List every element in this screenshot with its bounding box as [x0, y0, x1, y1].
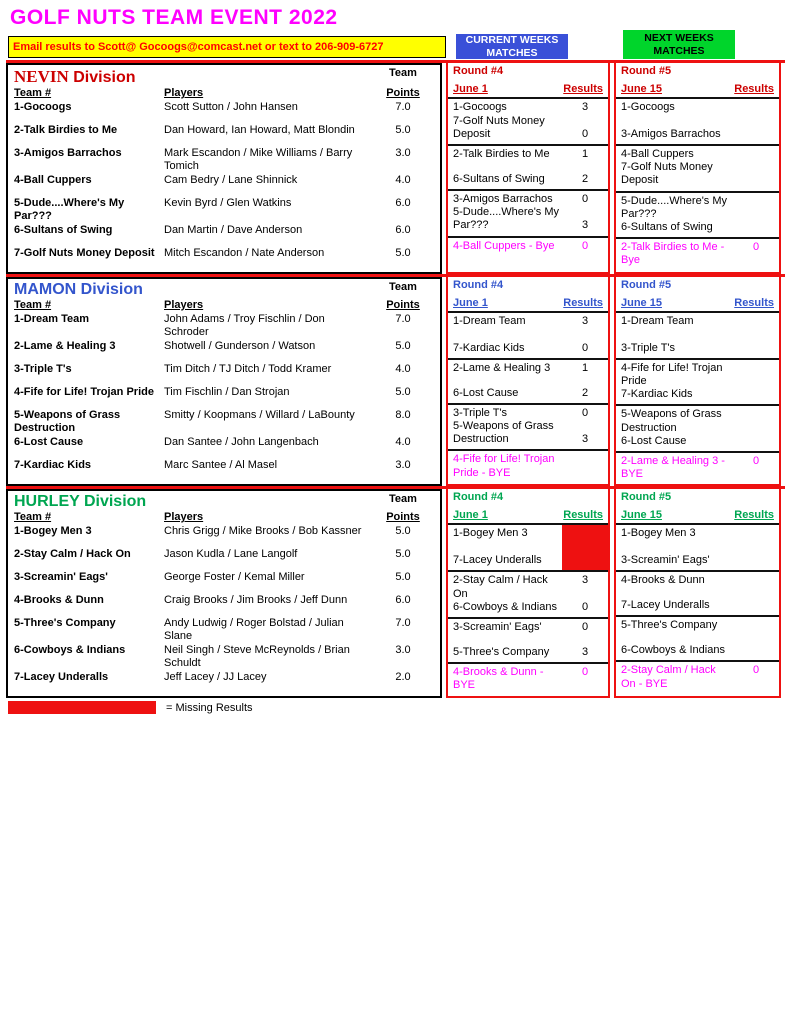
mamon-round5-column [614, 277, 781, 487]
round-label: Round #4 [453, 278, 504, 291]
match-team-a: 1-Dream Team [453, 314, 526, 327]
match-team-b: 5-Three's Company [453, 645, 550, 658]
team-players: Tim Fischlin / Dan Strojan [164, 385, 290, 398]
match-teams [448, 238, 562, 272]
division-title-row [8, 279, 440, 299]
results-cell [733, 406, 779, 451]
division-name-word: HURLEY [14, 493, 80, 511]
division-name-rest: Division [83, 493, 147, 511]
match-team-b: 7-Golf Nuts Money Deposit [621, 161, 713, 187]
results-cell [733, 662, 779, 696]
match-team-b: 6-Lost Cause [453, 386, 519, 399]
match-list [616, 313, 779, 485]
match-teams [448, 664, 562, 696]
players-header: Players [164, 298, 204, 311]
result-a: 3 [581, 314, 589, 327]
team-row [8, 100, 440, 123]
team-name: 4-Fife for Life! Trojan Pride [14, 385, 154, 398]
team-players: George Foster / Kemal Miller [164, 571, 305, 584]
match-team-a: 1-Gocoogs [621, 101, 675, 113]
match-teams [448, 405, 562, 450]
team-row [8, 524, 440, 547]
match-team-a: 4-Fife for Life! Trojan Pride [621, 361, 723, 388]
team-name: 1-Bogey Men 3 [14, 525, 92, 538]
round-subheader [616, 294, 779, 313]
match-team-b: 5-Dude....Where's My Par??? [453, 206, 560, 232]
match-teams [616, 453, 733, 484]
team-points: 6.0 [395, 223, 411, 236]
team-players: Mark Escandon / Mike Williams / Barry Tomich [164, 147, 353, 172]
round-label: Round #5 [621, 491, 672, 504]
team-row [8, 593, 440, 616]
team-row [8, 408, 440, 435]
email-banner: Email results to Scott@ Gocoogs@comcast.net or text to 206-909-6727 [8, 36, 446, 58]
current-weeks-header: CURRENT WEEKS MATCHES [456, 34, 568, 59]
results-cell [733, 146, 779, 191]
team-row [8, 362, 440, 385]
match-team-b: 6-Cowboys & Indians [453, 600, 557, 613]
team-name: 5-Three's Company [14, 617, 116, 630]
team-name: 3-Screamin' Eags' [14, 571, 108, 584]
results-cell [733, 453, 779, 484]
team-points: 5.0 [395, 385, 411, 398]
match-team-a: 4-Brooks & Dunn - BYE [453, 665, 544, 692]
match-team-b: 7-Kardiac Kids [621, 388, 693, 401]
match-team-a: 5-Three's Company [621, 619, 718, 632]
match-teams [448, 451, 562, 484]
team-players: Dan Martin / Dave Anderson [164, 223, 303, 236]
match-list [616, 525, 779, 696]
team-points: 2.0 [395, 671, 411, 684]
result-a: 1 [581, 148, 589, 160]
team-points: 7.0 [395, 101, 411, 113]
match-row [448, 525, 608, 570]
match-team-b: 3-Screamin' Eags' [621, 554, 710, 567]
team-points: 5.0 [395, 525, 411, 538]
match-row [448, 236, 608, 272]
team-row [8, 146, 440, 173]
team-list [8, 99, 440, 270]
match-team-b: 6-Lost Cause [621, 434, 687, 447]
match-row [616, 615, 779, 660]
result-a: 0 [581, 620, 589, 633]
team-name: 3-Amigos Barrachos [14, 147, 122, 159]
match-team-a: 4-Ball Cuppers [621, 148, 694, 160]
team-players: John Adams / Troy Fischlin / Don Schroder [164, 312, 325, 338]
team-name: 7-Lacey Underalls [14, 671, 109, 684]
result-b: 0 [581, 600, 589, 613]
match-team-b: 6-Cowboys & Indians [621, 644, 725, 657]
round-date: June 1 [453, 83, 488, 95]
team-row [8, 643, 440, 670]
results-cell [562, 99, 608, 144]
match-teams [448, 619, 562, 662]
team-name: 5-Dude....Where's My Par??? [14, 196, 125, 222]
round-subheader [616, 506, 779, 525]
results-cell [733, 617, 779, 660]
division-name-word: MAMON [14, 280, 77, 298]
round-date: June 1 [453, 509, 488, 522]
result-a: 1 [581, 361, 589, 374]
team-points: 7.0 [395, 617, 411, 630]
result-a: 0 [581, 239, 589, 252]
team-row [8, 570, 440, 593]
results-cell [562, 572, 608, 617]
match-team-b: 7-Lacey Underalls [621, 599, 710, 612]
team-list [8, 311, 440, 482]
team-players: Smitty / Koopmans / Willard / LaBounty [164, 408, 355, 421]
team-row [8, 223, 440, 246]
team-points: 3.0 [395, 644, 411, 657]
next-weeks-header: NEXT WEEKS MATCHES [623, 30, 735, 59]
team-points: 5.0 [395, 548, 411, 561]
team-players: Jeff Lacey / JJ Lacey [164, 671, 267, 684]
results-cell [562, 405, 608, 450]
hurley-round5-column [614, 489, 781, 698]
match-teams [448, 525, 562, 570]
division-mamon [6, 274, 785, 487]
match-row [448, 189, 608, 236]
result-a: 0 [581, 406, 589, 419]
table-column-headers [8, 299, 440, 311]
team-players: Chris Grigg / Mike Brooks / Bob Kassner [164, 525, 362, 538]
match-list [616, 99, 779, 272]
match-row [448, 313, 608, 358]
result-a: 0 [752, 664, 760, 677]
team-row [8, 385, 440, 408]
match-row [616, 237, 779, 272]
match-list [448, 313, 608, 485]
match-team-a: 5-Weapons of Grass Destruction [621, 408, 722, 434]
points-header-line1: Team [389, 67, 417, 79]
results-cell [733, 99, 779, 144]
match-row [448, 144, 608, 189]
results-header: Results [734, 296, 774, 309]
match-teams [448, 313, 562, 358]
missing-results-swatch [8, 701, 156, 714]
hurley-round4-column [446, 489, 610, 698]
results-cell [733, 193, 779, 238]
division-name [14, 493, 372, 511]
team-name: 3-Triple T's [14, 362, 72, 375]
match-team-a: 2-Lame & Healing 3 [453, 361, 551, 374]
division-name-word: NEVIN [14, 67, 69, 86]
result-a: 0 [752, 455, 760, 467]
team-row [8, 246, 440, 269]
match-team-a: 1-Bogey Men 3 [621, 527, 696, 540]
division-hurley [6, 486, 785, 698]
nevin-round5-column [614, 63, 781, 274]
match-teams [616, 99, 733, 144]
results-cell [562, 313, 608, 358]
top-banner-row [6, 33, 785, 59]
match-team-a: 5-Dude....Where's My Par??? [621, 194, 728, 220]
team-row [8, 435, 440, 458]
match-teams [448, 572, 562, 617]
results-cell [733, 239, 779, 272]
team-row [8, 670, 440, 693]
team-points: 5.0 [395, 339, 411, 352]
match-team-b: 6-Sultans of Swing [453, 172, 545, 185]
match-row [616, 191, 779, 238]
team-points: 3.0 [395, 147, 411, 159]
match-team-a: 1-Dream Team [621, 314, 694, 327]
match-teams [616, 360, 733, 405]
match-row [616, 99, 779, 144]
team-row [8, 339, 440, 362]
points-header-line2: Points [386, 87, 420, 99]
result-b: 3 [581, 645, 589, 658]
team-row [8, 196, 440, 223]
division-name [14, 281, 372, 299]
team-players: Dan Howard, Ian Howard, Matt Blondin [164, 124, 355, 136]
points-header-line2: Points [386, 511, 420, 524]
match-teams [616, 662, 733, 696]
points-header-line1: Team [389, 493, 417, 506]
team-points: 4.0 [395, 435, 411, 448]
result-b: 2 [581, 386, 589, 399]
team-number-header: Team # [14, 87, 52, 99]
team-row [8, 312, 440, 339]
results-cell [562, 619, 608, 662]
match-team-b: 7-Kardiac Kids [453, 341, 525, 354]
result-b: 2 [581, 172, 589, 185]
team-row [8, 547, 440, 570]
results-cell [733, 525, 779, 570]
table-column-headers [8, 87, 440, 99]
match-teams [448, 146, 562, 189]
match-row [616, 570, 779, 615]
round-subheader [448, 506, 608, 525]
team-players: Craig Brooks / Jim Brooks / Jeff Dunn [164, 594, 348, 607]
match-row [448, 449, 608, 484]
match-teams [616, 572, 733, 615]
match-team-b: 3-Amigos Barrachos [621, 127, 721, 140]
results-cell [562, 664, 608, 696]
results-header: Results [563, 296, 603, 309]
match-teams [448, 360, 562, 403]
team-row [8, 123, 440, 146]
team-name: 1-Gocoogs [14, 101, 72, 113]
team-players: Scott Sutton / John Hansen [164, 101, 298, 113]
team-players: Neil Singh / Steve McReynolds / Brian Schuldt [164, 644, 350, 670]
match-row [616, 358, 779, 405]
match-team-b: 3-Triple T's [621, 341, 676, 354]
results-cell [562, 191, 608, 236]
match-teams [448, 191, 562, 236]
team-players: Marc Santee / Al Masel [164, 458, 278, 471]
match-teams [616, 239, 733, 272]
round-subheader [448, 80, 608, 99]
results-header: Results [563, 509, 603, 522]
match-teams [616, 406, 733, 451]
team-players: Kevin Byrd / Glen Watkins [164, 196, 292, 209]
match-team-b: 5-Weapons of Grass Destruction [453, 420, 554, 446]
round-label: Round #4 [453, 491, 504, 504]
round-label: Round #4 [453, 65, 504, 77]
round-label: Round #5 [621, 65, 672, 77]
result-a: 0 [752, 241, 760, 254]
match-team-b: 6-Sultans of Swing [621, 220, 713, 233]
page-title: GOLF NUTS TEAM EVENT 2022 [10, 6, 338, 29]
results-header: Results [563, 83, 603, 95]
team-name: 4-Brooks & Dunn [14, 594, 104, 607]
match-team-a: 2-Lame & Healing 3 - BYE [621, 455, 725, 481]
match-row [448, 99, 608, 144]
match-team-a: 4-Brooks & Dunn [621, 574, 705, 587]
division-title-row [8, 65, 440, 87]
result-a: 0 [581, 665, 589, 678]
nevin-round4-column [446, 63, 610, 274]
match-team-b: 7-Lacey Underalls [453, 554, 542, 567]
team-players: Tim Ditch / TJ Ditch / Todd Kramer [164, 362, 332, 375]
match-teams [616, 313, 733, 358]
result-b: 3 [581, 219, 589, 232]
result-a: 3 [581, 574, 589, 587]
division-mamon-table [6, 277, 442, 487]
round-label: Round #5 [621, 278, 672, 291]
match-team-a: 1-Gocoogs [453, 101, 507, 113]
results-header: Results [734, 83, 774, 95]
results-cell [562, 146, 608, 189]
match-team-a: 2-Talk Birdies to Me - Bye [621, 241, 725, 267]
match-team-a: 3-Triple T's [453, 406, 508, 419]
match-teams [448, 99, 562, 144]
team-row [8, 616, 440, 643]
match-row [448, 662, 608, 696]
result-b: 0 [581, 341, 589, 354]
team-players: Mitch Escandon / Nate Anderson [164, 246, 325, 259]
division-nevin-table [6, 63, 442, 274]
legend-row [8, 701, 785, 714]
match-teams [616, 617, 733, 660]
match-team-a: 1-Bogey Men 3 [453, 527, 528, 540]
match-row [448, 403, 608, 450]
division-name-rest: Division [80, 280, 143, 298]
match-team-a: 2-Stay Calm / Hack On [453, 574, 548, 600]
match-list [448, 525, 608, 696]
team-players: Shotwell / Gunderson / Watson [164, 339, 316, 352]
results-cell [562, 238, 608, 272]
results-cell [562, 360, 608, 403]
table-column-headers [8, 511, 440, 523]
team-players: Dan Santee / John Langenbach [164, 435, 319, 448]
team-name: 7-Kardiac Kids [14, 458, 92, 471]
results-cell [733, 360, 779, 405]
results-cell [562, 451, 608, 484]
match-row [448, 617, 608, 662]
team-name: 1-Dream Team [14, 312, 89, 325]
division-nevin [6, 60, 785, 274]
points-header-line1: Team [389, 280, 417, 293]
match-team-a: 3-Screamin' Eags' [453, 620, 542, 633]
team-list [8, 523, 440, 694]
team-row [8, 173, 440, 196]
division-title-row [8, 491, 440, 511]
match-team-a: 4-Fife for Life! Trojan Pride - BYE [453, 453, 555, 479]
match-list [448, 99, 608, 272]
team-points: 6.0 [395, 196, 411, 209]
mamon-round4-column [446, 277, 610, 487]
match-row [616, 144, 779, 191]
team-points: 5.0 [395, 246, 411, 259]
round-date: June 1 [453, 296, 488, 309]
match-team-b: 7-Golf Nuts Money Deposit [453, 114, 545, 140]
team-name: 2-Stay Calm / Hack On [14, 548, 131, 561]
result-b: 0 [581, 127, 589, 140]
match-team-a: 3-Amigos Barrachos [453, 193, 553, 205]
match-row [616, 660, 779, 696]
division-name [14, 67, 372, 87]
team-row [8, 458, 440, 481]
points-header-line2: Points [386, 298, 420, 311]
match-team-a: 2-Stay Calm / Hack On - BYE [621, 664, 716, 690]
team-players: Jason Kudla / Lane Langolf [164, 548, 298, 561]
result-a: 0 [581, 193, 589, 205]
match-teams [616, 525, 733, 570]
round-date: June 15 [621, 296, 662, 309]
team-name: 7-Golf Nuts Money Deposit [14, 246, 155, 259]
team-name: 6-Lost Cause [14, 435, 84, 448]
match-row [448, 358, 608, 403]
players-header: Players [164, 87, 204, 99]
team-points: 6.0 [395, 594, 411, 607]
team-points: 4.0 [395, 362, 411, 375]
results-header: Results [734, 509, 774, 522]
match-team-a: 4-Ball Cuppers - Bye [453, 239, 555, 252]
team-points: 7.0 [395, 312, 411, 325]
division-name-rest: Division [73, 69, 136, 86]
result-a: 3 [581, 101, 589, 113]
team-name: 2-Lame & Healing 3 [14, 339, 116, 352]
team-name: 5-Weapons of Grass Destruction [14, 408, 121, 434]
round-subheader [448, 294, 608, 313]
team-players: Andy Ludwig / Roger Bolstad / Julian Slane [164, 617, 344, 643]
players-header: Players [164, 511, 204, 524]
team-number-header: Team # [14, 511, 52, 524]
team-number-header: Team # [14, 298, 52, 311]
match-teams [616, 146, 733, 191]
round-date: June 15 [621, 83, 662, 95]
match-row [448, 570, 608, 617]
round-subheader [616, 80, 779, 99]
round-date: June 15 [621, 509, 662, 522]
team-name: 2-Talk Birdies to Me [14, 124, 118, 136]
match-team-a: 2-Talk Birdies to Me [453, 148, 550, 160]
team-name: 6-Cowboys & Indians [14, 644, 126, 657]
match-row [616, 525, 779, 570]
team-name: 6-Sultans of Swing [14, 223, 113, 236]
team-points: 8.0 [395, 408, 411, 421]
team-points: 5.0 [395, 124, 411, 136]
match-row [616, 404, 779, 451]
division-hurley-table [6, 489, 442, 698]
team-points: 3.0 [395, 458, 411, 471]
match-row [616, 313, 779, 358]
team-points: 4.0 [395, 173, 411, 186]
team-players: Cam Bedry / Lane Shinnick [164, 173, 298, 186]
team-name: 4-Ball Cuppers [14, 173, 92, 186]
team-points: 5.0 [395, 571, 411, 584]
results-cell [562, 525, 608, 570]
results-cell [733, 313, 779, 358]
match-teams [616, 193, 733, 238]
match-row [616, 451, 779, 484]
result-b: 3 [581, 433, 589, 446]
legend-label: = Missing Results [166, 701, 253, 714]
results-cell [733, 572, 779, 615]
